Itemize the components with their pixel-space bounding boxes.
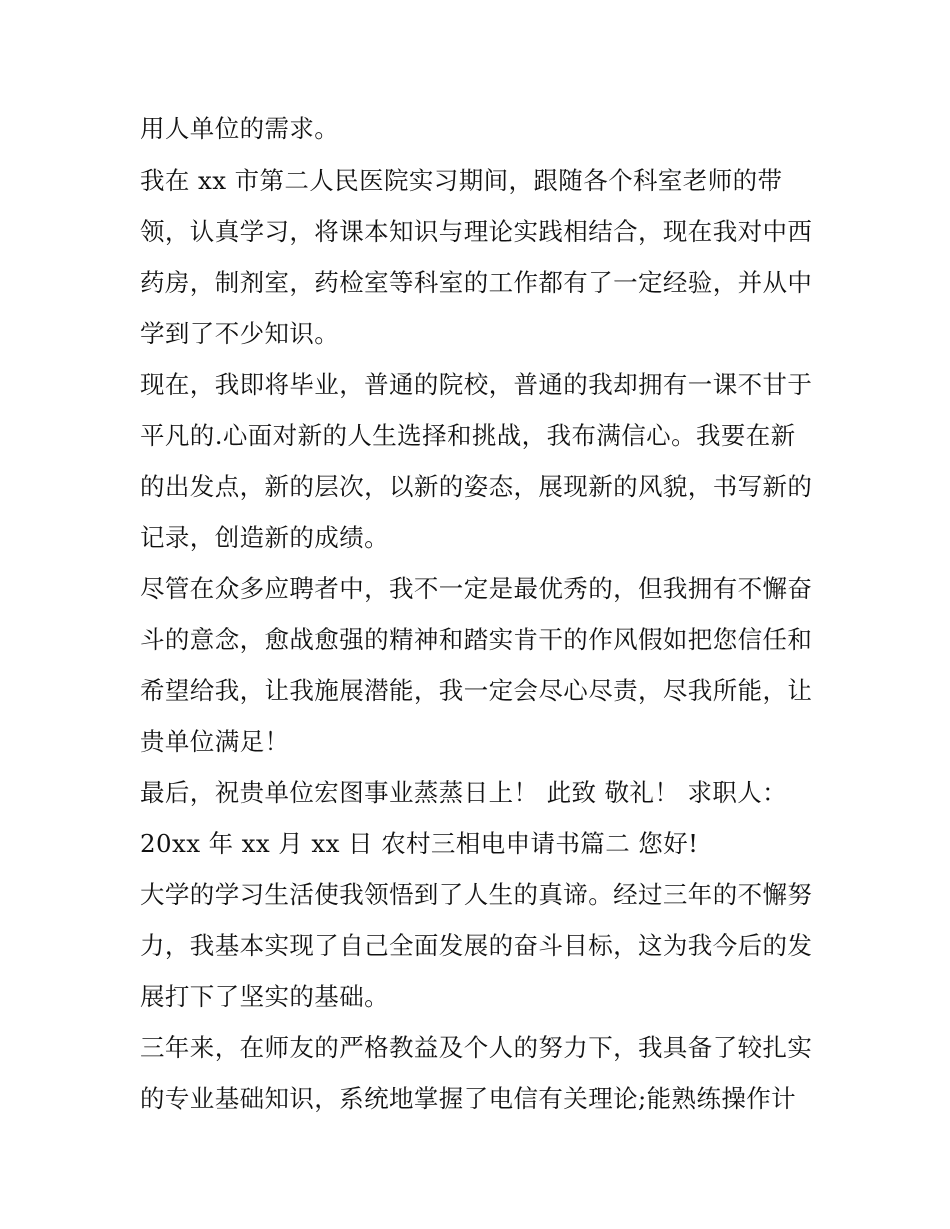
text-line: 记录，创造新的成绩。 — [140, 523, 389, 552]
text-line: 贵单位满足！ — [140, 727, 290, 756]
text-line: 的专业基础知识，系统地掌握了电信有关理论;能熟练操作计 — [140, 1084, 797, 1113]
text-line: 药房，制剂室，药检室等科室的工作都有了一定经验，并从中 — [140, 268, 813, 297]
text-line: 力，我基本实现了自己全面发展的奋斗目标，这为我今后的发 — [140, 931, 813, 960]
text-line: 斗的意念，愈战愈强的精神和踏实肯干的作风假如把您信任和 — [140, 625, 813, 654]
text-line: 的出发点，新的层次，以新的姿态，展现新的风貌，书写新的 — [140, 472, 813, 501]
text-line: 希望给我，让我施展潜能，我一定会尽心尽责，尽我所能，让 — [140, 676, 813, 705]
text-line: 平凡的.心面对新的人生选择和挑战，我布满信心。我要在新 — [140, 421, 796, 450]
text-line: 用人单位的需求。 — [140, 114, 340, 143]
text-line: 领，认真学习，将课本知识与理论实践相结合，现在我对中西 — [140, 217, 813, 246]
text-line: 20xx 年 xx 月 xx 日 农村三相电申请书篇二 您好! — [140, 829, 699, 858]
text-line: 展打下了坚实的基础。 — [140, 982, 389, 1011]
text-line: 学到了不少知识。 — [140, 319, 340, 348]
text-line: 三年来，在师友的严格教益及个人的努力下，我具备了较扎实 — [140, 1033, 813, 1062]
text-line: 我在 xx 市第二人民医院实习期间，跟随各个科室老师的带 — [140, 166, 783, 195]
text-line: 尽管在众多应聘者中，我不一定是最优秀的，但我拥有不懈奋 — [140, 574, 813, 603]
text-line: 最后，祝贵单位宏图事业蒸蒸日上！ 此致 敬礼！ 求职人： — [140, 778, 788, 807]
text-line: 大学的学习生活使我领悟到了人生的真谛。经过三年的不懈努 — [140, 880, 813, 909]
text-line: 现在，我即将毕业，普通的院校，普通的我却拥有一课不甘于 — [140, 370, 813, 399]
